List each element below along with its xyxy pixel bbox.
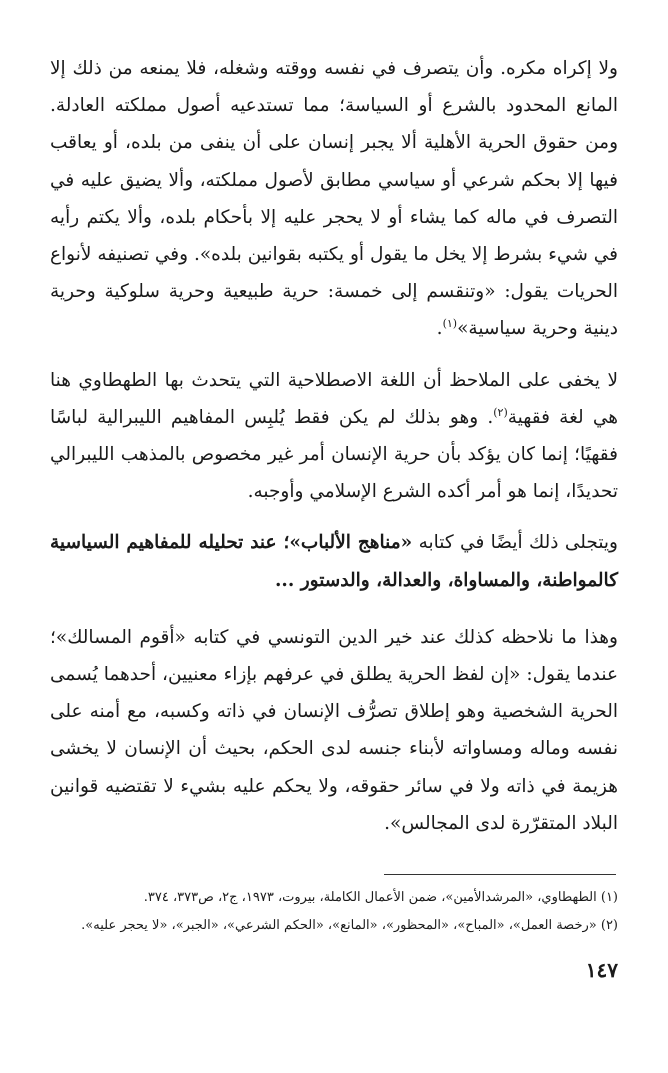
paragraph-1 <box>50 50 618 348</box>
footnote-2: (٢) «رخصة العمل»، «المباح»، «المحظور»، «المانع»، «الحكم الشرعي»، «الجبر»، «لا يحجر عليه». <box>81 918 618 933</box>
footnote-1: (١) الطهطاوي، «المرشدالأمين»، ضمن الأعمال الكاملة، بيروت، ١٩٧٣، ج٢، ص٣٧٣، ٣٧٤. <box>143 890 618 905</box>
paragraph-3-lead: ويتجلى ذلك أيضًا في كتابه <box>412 532 618 554</box>
paragraph-2 <box>50 362 618 511</box>
paragraph-3 <box>50 524 618 598</box>
footnote-ref-2[interactable]: (٢) <box>493 405 508 419</box>
paragraph-1-end: . <box>436 318 443 340</box>
footnote-ref-1[interactable]: (١) <box>442 317 458 331</box>
footnote-divider <box>384 874 616 875</box>
paragraph-1-text: ولا إكراه مكره. وأن يتصرف في نفسه ووقته وشغله، فلا يمنعه من ذلك إلا المانع المحدود بالشرع أو السياسة؛ مما تستدعيه أصول مملكته العادلة. ومن حقوق الحرية الأهلية ألا يجبر إنسان على أن ينفى من بلده، أو يعاقب فيها إلا بحكم شرعي أو سياسي مطابق لأصول مملكته، وألا يضيق عليه في التصرف في ماله كما يشاء أو لا يحجر عليه إلا بأحكام بلده، وألا يكتم رأيه في شيء بشرط إلا يخل ما يقول أو يكتبه بقوانين بلده». وفي تصنيفه لأنواع الحريات يقول: «وتنقسم إلى خمسة: حرية طبيعية وحرية سلوكية وحرية دينية وحرية سياسية» <box>50 58 618 340</box>
paragraph-2-part2: . وهو بذلك لم يكن فقط يُلبِس المفاهيم الليبرالية لباسًا فقهيًا؛ إنما كان يؤكد بأن حرية الإنسان أمر غير مخصوص بالمذهب الليبرالي تحديدًا، إنما هو أمر أكده الشرع الإسلامي وأوجبه. <box>50 406 618 503</box>
footnotes <box>50 884 618 940</box>
page-number: ١٤٧ <box>585 958 618 982</box>
paragraph-3-bold: «مناهج الألباب»؛ عند تحليله للمفاهيم السياسية كالمواطنة، والمساواة، والعدالة، والدستور ... <box>50 532 618 591</box>
paragraph-2-part1: لا يخفى على الملاحظ أن اللغة الاصطلاحية التي يتحدث بها الطهطاوي هنا هي لغة فقهية <box>50 369 619 428</box>
paragraph-4 <box>50 619 618 842</box>
paragraph-4-text: وهذا ما نلاحظه كذلك عند خير الدين التونسي في كتابه «أقوم المسالك»؛ عندما يقول: «إن لفظ الحرية يطلق في عرفهم بإزاء معنيين، أحدهما يُسمى الحرية الشخصية وهو إطلاق تصرُّف الإنسان في ذاته وكسبه، مع أمنه على نفسه وماله ومساواته لأبناء جنسه لدى الحكم، بحيث أن الإنسان لا يخشى هزيمة في ذاته ولا في سائر حقوقه، ولا يحكم عليه بشيء لا تقتضيه قوانين البلاد المتقرّرة لدى المجالس». <box>50 626 618 834</box>
